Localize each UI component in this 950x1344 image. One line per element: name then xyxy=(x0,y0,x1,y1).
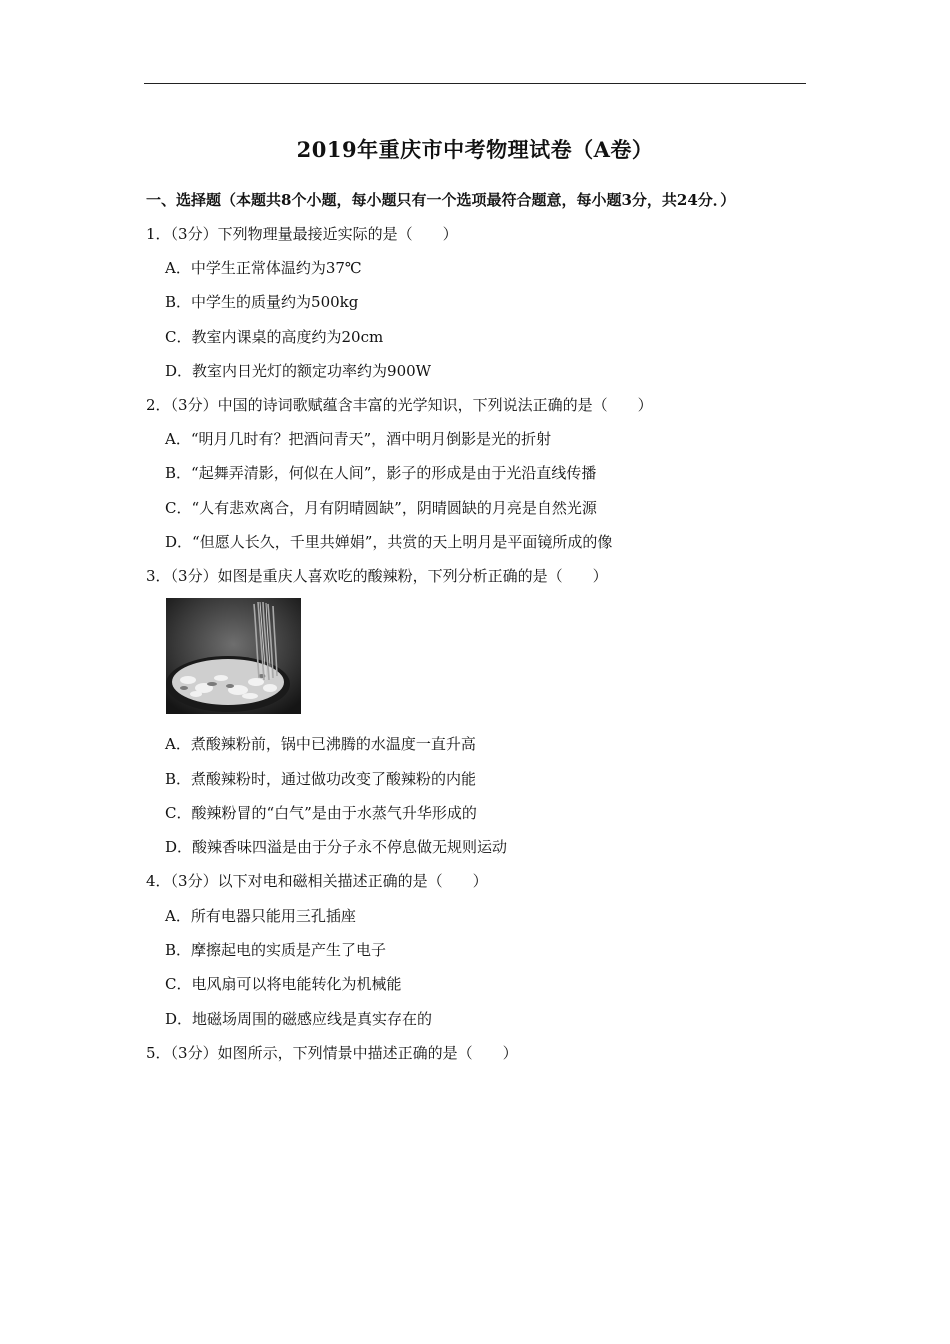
noodles-photo-figure xyxy=(166,598,301,714)
question-4-option-c: C．电风扇可以将电能转化为机械能 xyxy=(165,975,402,993)
question-4-option-d: D．地磁场周围的磁感应线是真实存在的 xyxy=(165,1010,433,1028)
question-5-stem: 5．（3分）如图所示，下列情景中描述正确的是（ ） xyxy=(146,1044,518,1062)
question-2-option-b: B．“起舞弄清影，何似在人间”，影子的形成是由于光沿直线传播 xyxy=(165,464,597,482)
question-2-option-c: C．“人有悲欢离合，月有阴晴圆缺”，阴晴圆缺的月亮是自然光源 xyxy=(165,499,597,517)
question-4-option-b: B．摩擦起电的实质是产生了电子 xyxy=(165,941,387,959)
question-4-stem: 4．（3分）以下对电和磁相关描述正确的是（ ） xyxy=(146,872,488,890)
question-1-option-d: D．教室内日光灯的额定功率约为900W xyxy=(165,362,432,380)
question-1-option-b: B．中学生的质量约为500kg xyxy=(165,293,359,311)
question-1-option-c: C．教室内课桌的高度约为20cm xyxy=(165,328,384,346)
question-3-option-b: B．煮酸辣粉时，通过做功改变了酸辣粉的内能 xyxy=(165,770,477,788)
question-2-option-a: A．“明月几时有？把酒问青天”，酒中明月倒影是光的折射 xyxy=(165,430,552,448)
question-4-option-a: A．所有电器只能用三孔插座 xyxy=(165,907,356,925)
question-3-option-c: C．酸辣粉冒的“白气”是由于水蒸气升华形成的 xyxy=(165,804,477,822)
noodles-photo-illustration xyxy=(166,598,301,714)
question-3-option-a: A．煮酸辣粉前，锅中已沸腾的水温度一直升高 xyxy=(165,735,476,753)
section-header: 一、选择题（本题共8个小题，每小题只有一个选项最符合题意，每小题3分，共24分．） xyxy=(146,191,736,209)
question-3-option-d: D．酸辣香味四溢是由于分子永不停息做无规则运动 xyxy=(165,838,508,856)
top-rule xyxy=(144,83,806,84)
question-1-stem: 1．（3分）下列物理量最接近实际的是（ ） xyxy=(146,225,458,243)
page-title: 2019年重庆市中考物理试卷（A卷） xyxy=(296,137,654,162)
question-1-option-a: A．中学生正常体温约为37℃ xyxy=(165,259,362,277)
question-2-stem: 2．（3分）中国的诗词歌赋蕴含丰富的光学知识，下列说法正确的是（ ） xyxy=(146,396,653,414)
question-2-option-d: D．“但愿人长久，千里共婵娟”，共赏的天上明月是平面镜所成的像 xyxy=(165,533,613,551)
question-3-stem: 3．（3分）如图是重庆人喜欢吃的酸辣粉，下列分析正确的是（ ） xyxy=(146,567,608,585)
